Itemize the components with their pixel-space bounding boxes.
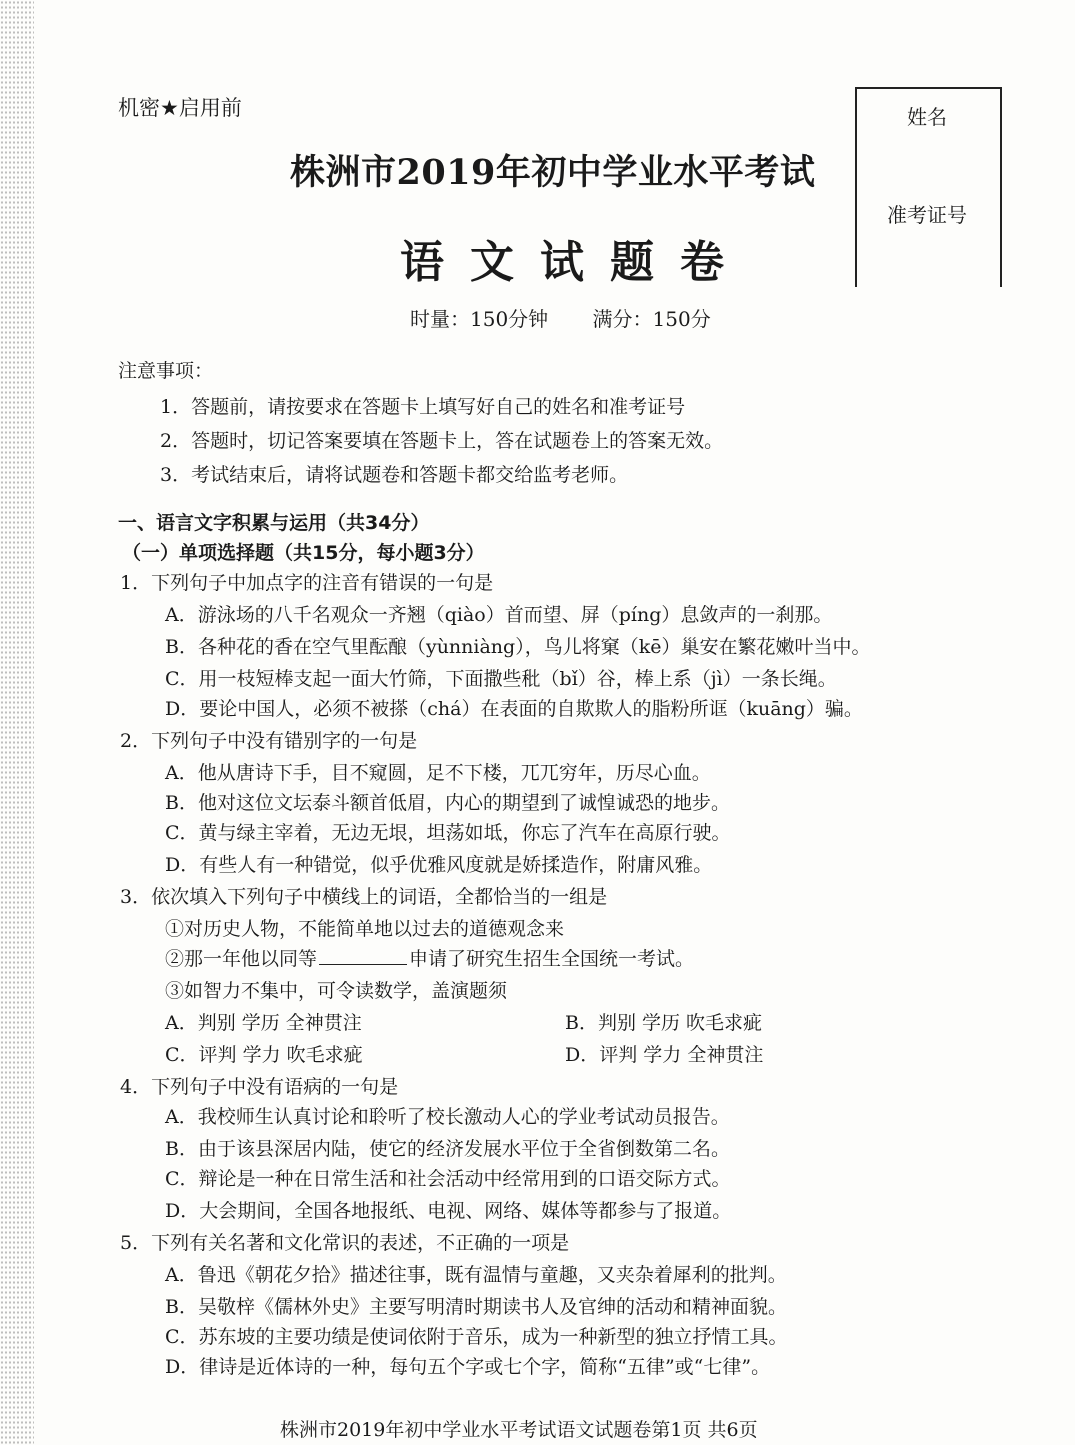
option: D．要论中国人，必须不被搽（chá）在表面的自欺欺人的脂粉所诓（kuāng）骗。 xyxy=(165,698,863,720)
notes-heading: 注意事项： xyxy=(118,360,214,382)
exam-meta xyxy=(410,303,749,332)
section-title: 一、语言文字积累与运用（共34分） xyxy=(118,512,430,534)
question-stem: 1．下列句子中加点字的注音有错误的一句是 xyxy=(120,572,494,594)
confidential-label: 机密★启用前 xyxy=(118,96,242,120)
sentence: ③如智力不集中，可令读数学，盖演题须 xyxy=(165,980,508,1002)
note-item: 2．答题时，切记答案要填在答题卡上，答在试题卷上的答案无效。 xyxy=(160,430,724,452)
option: A．游泳场的八千名观众一齐翘（qiào）首而望、屏（píng）息敛声的一刹那。 xyxy=(165,604,833,626)
id-label: 准考证号 xyxy=(887,203,967,227)
question-stem: 3．依次填入下列句子中横线上的词语，全都恰当的一组是 xyxy=(120,886,608,908)
option: A．判别 学历 全神贯注 xyxy=(165,1012,362,1034)
full-score: 满分：150分 xyxy=(592,307,711,331)
option: D．有些人有一种错觉，似乎优雅风度就是娇揉造作，附庸风雅。 xyxy=(165,854,713,876)
name-label: 姓名 xyxy=(907,105,947,129)
option: C．评判 学力 吹毛求疵 xyxy=(165,1044,363,1066)
option: B．他对这位文坛泰斗额首低眉，内心的期望到了诚惶诚恐的地步。 xyxy=(165,792,730,814)
option: B．由于该县深居内陆，使它的经济发展水平位于全省倒数第二名。 xyxy=(165,1138,730,1160)
option: D．大会期间，全国各地报纸、电视、网络、媒体等都参与了报道。 xyxy=(165,1200,732,1222)
option: D．评判 学力 全神贯注 xyxy=(565,1044,764,1066)
question-stem: 2．下列句子中没有错别字的一句是 xyxy=(120,730,418,752)
blank-line xyxy=(319,964,407,965)
option: C．苏东坡的主要功绩是使词依附于音乐，成为一种新型的独立抒情工具。 xyxy=(165,1326,788,1348)
paper-title: 语文试题卷 xyxy=(400,237,750,288)
sentence-part: 申请了研究生招生全国统一考试。 xyxy=(409,948,695,970)
option: C．用一枝短棒支起一面大竹筛，下面撒些秕（bǐ）谷，棒上系（jì）一条长绳。 xyxy=(165,668,837,690)
option: C．黄与绿主宰着，无边无垠，坦荡如坻，你忘了汽车在高原行驶。 xyxy=(165,822,731,844)
option: A．他从唐诗下手，目不窥圆，足不下楼，兀兀穷年，历尽心血。 xyxy=(165,762,711,784)
option: B．吴敬梓《儒林外史》主要写明清时期读书人及官绅的活动和精神面貌。 xyxy=(165,1296,787,1318)
option: D．律诗是近体诗的一种，每句五个字或七个字，简称“五律”或“七律”。 xyxy=(165,1356,771,1378)
time-limit: 时量：150分钟 xyxy=(410,307,549,331)
question-stem: 5．下列有关名著和文化常识的表述，不正确的一项是 xyxy=(120,1232,570,1254)
question-stem: 4．下列句子中没有语病的一句是 xyxy=(120,1076,399,1098)
option: A．我校师生认真讨论和聆听了校长激动人心的学业考试动员报告。 xyxy=(165,1106,730,1128)
option: A．鲁迅《朝花夕拾》描述往事，既有温情与童趣，又夹杂着犀利的批判。 xyxy=(165,1264,787,1286)
name-id-box xyxy=(855,87,1002,287)
sentence-part: ②那一年他以同等 xyxy=(165,948,318,970)
sentence xyxy=(165,944,694,971)
page-footer: 株洲市2019年初中学业水平考试语文试题卷第1页 共6页 xyxy=(280,1419,758,1441)
option: B．各种花的香在空气里酝酿（yùnniàng），鸟儿将窠（kē）巢安在繁花嫩叶当中。 xyxy=(165,636,871,658)
note-item: 3．考试结束后，请将试题卷和答题卡都交给监考老师。 xyxy=(160,464,629,486)
scan-edge-noise xyxy=(0,0,34,1445)
note-item: 1．答题前，请按要求在答题卡上填写好自己的姓名和准考证号 xyxy=(160,396,686,418)
part-title: （一）单项选择题（共15分，每小题3分） xyxy=(122,542,485,564)
sentence: ①对历史人物，不能简单地以过去的道德观念来 xyxy=(165,918,565,940)
option: C．辩论是一种在日常生活和社会活动中经常用到的口语交际方式。 xyxy=(165,1168,731,1190)
exam-title: 株洲市2019年初中学业水平考试 xyxy=(290,152,816,193)
option: B．判别 学历 吹毛求疵 xyxy=(565,1012,763,1034)
